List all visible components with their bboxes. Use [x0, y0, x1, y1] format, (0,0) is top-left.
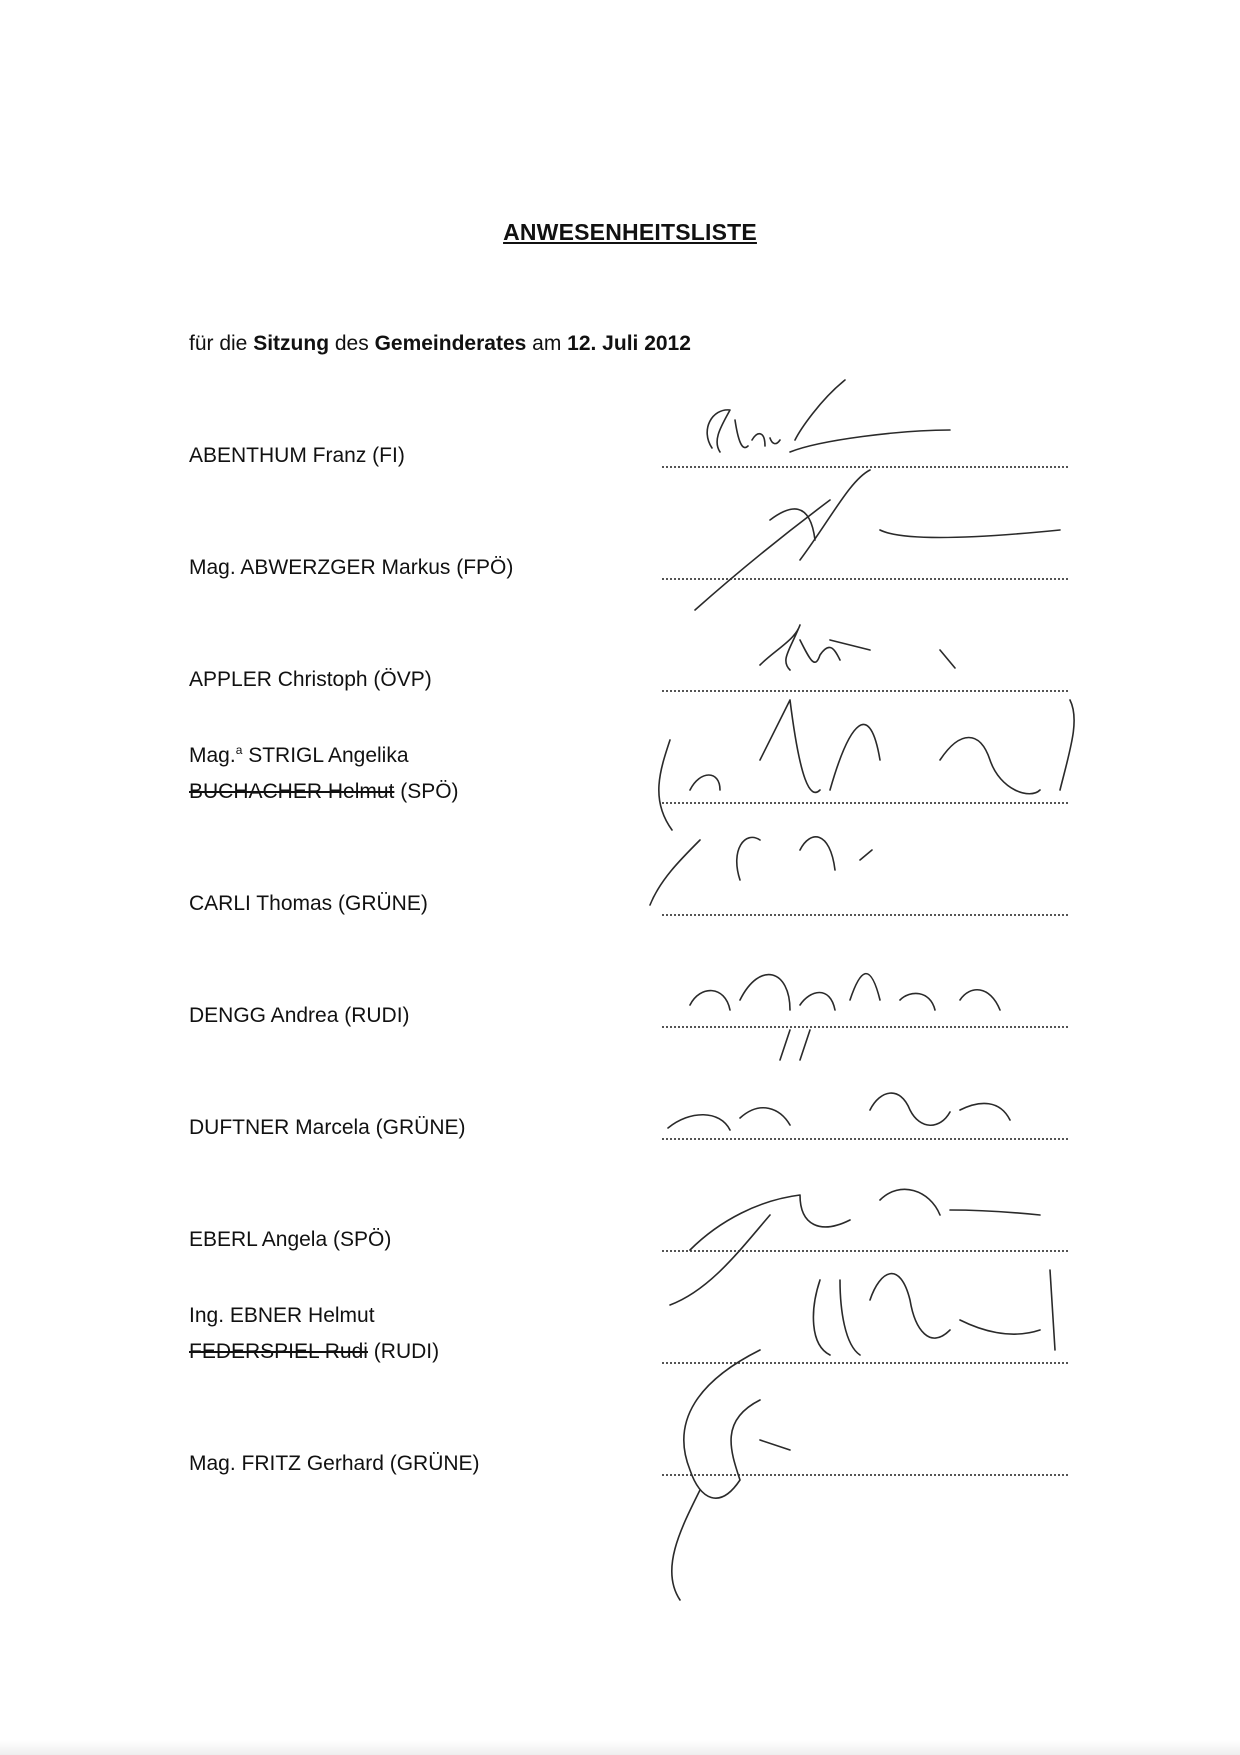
struck-name: FEDERSPIEL Rudi: [189, 1340, 368, 1363]
attendee-name: Mag. ABWERZGER Markus (FPÖ): [189, 556, 514, 579]
page-bottom-shadow: [0, 1740, 1240, 1755]
signature-6: [668, 1093, 1010, 1130]
struck-name: BUCHACHER Helmut: [189, 780, 395, 803]
attendee-name: EBERL Angela (SPÖ): [189, 1228, 392, 1251]
attendee-replacement-line: FEDERSPIEL Rudi (RUDI): [189, 1340, 440, 1363]
signature-7: [670, 1189, 1040, 1305]
attendee-name: Ing. EBNER Helmut: [189, 1304, 375, 1327]
signature-2: [695, 470, 1060, 610]
attendee-name: DENGG Andrea (RUDI): [189, 1004, 410, 1027]
attendee-name: Mag.$^a$ STRIGL Angelika: [189, 743, 409, 767]
signature-4: [659, 700, 1074, 830]
signature-1: [707, 380, 950, 452]
attendee-name: CARLI Thomas (GRÜNE): [189, 892, 428, 915]
signature-8: [813, 1270, 1055, 1355]
attendee-name: Mag. FRITZ Gerhard (GRÜNE): [189, 1452, 480, 1475]
signature-5: [690, 974, 1000, 1060]
signature-4b: [650, 837, 872, 905]
meeting-subtitle: für die Sitzung des Gemeinderates am 12. Juli 2012: [189, 332, 691, 355]
attendee-name: APPLER Christoph (ÖVP): [189, 668, 432, 691]
signature-9: [672, 1350, 790, 1600]
document-title: ANWESENHEITSLISTE: [503, 219, 757, 245]
attendee-name: ABENTHUM Franz (FI): [189, 444, 405, 467]
attendee-name: DUFTNER Marcela (GRÜNE): [189, 1116, 466, 1139]
attendee-replacement-line: BUCHACHER Helmut (SPÖ): [189, 780, 459, 803]
signature-3: [760, 625, 955, 670]
